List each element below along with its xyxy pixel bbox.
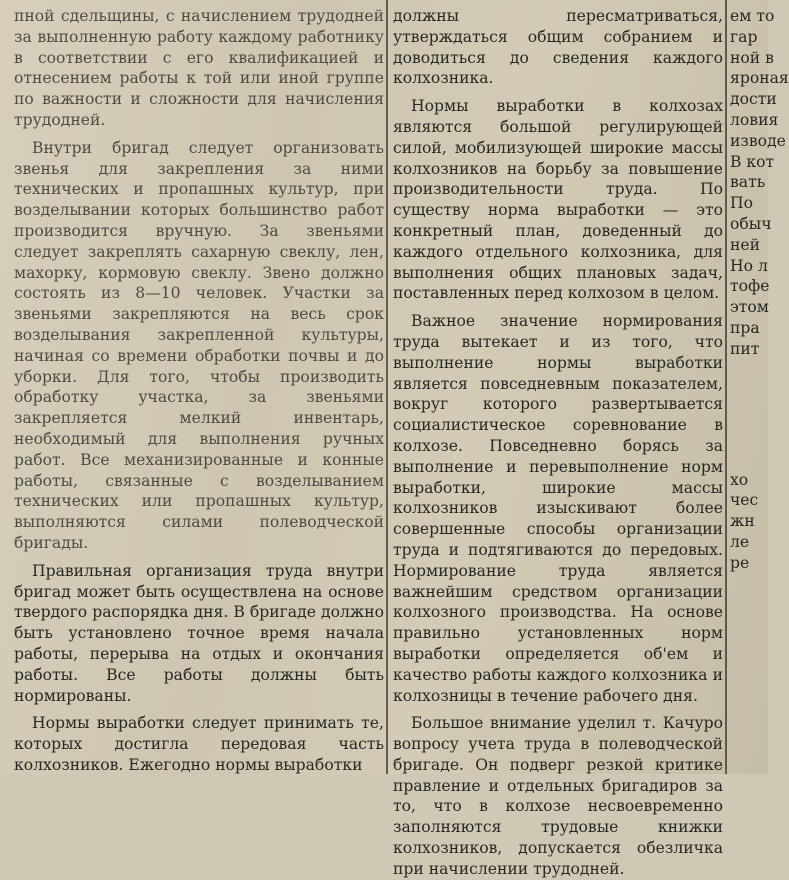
text-fragment: По (730, 194, 753, 213)
text-fragment: тофе (730, 277, 770, 296)
text-fragment: жн (730, 512, 755, 531)
paragraph: Нормы выработки следует принимать те, которых достигла передовая часть колхозников. Ежегодно нормы выработки (14, 714, 384, 774)
paragraph: Большое внимание уделил т. Качуро вопросу учета труда в полеводческой бригаде. Он подверг резкой критике правление и отдельных бригадиров за то, что в колхозе несвоевременно заполняются трудовые книжки колхозников, допускается обезличка при начислении трудодней. (393, 714, 723, 878)
blank-space (730, 360, 770, 470)
column-rule (725, 0, 727, 774)
column-rule (386, 0, 388, 774)
text-fragment: Но л (730, 256, 768, 275)
text-fragment: ной в (730, 48, 774, 67)
text-fragment: ре (730, 553, 750, 572)
paragraph: должны пересматриваться, утверждаться общим собранием и доводиться до сведения каждого колхозника. (393, 7, 723, 88)
text-fragment: ле (730, 532, 750, 551)
text-fragment: ем то (730, 7, 775, 25)
paragraph: Внутри бригад следует организовать звенья для закрепления за ними технических и пропашных культур, при возделывании которых большинство работ производится вручную. За звеньями следует закреплять сахарную свеклу, лен, махорку, кормовую свеклу. Звено должно состоять из 8—10 человек. Участки за звеньями закрепляются на весь срок возделывания закрепленной культуры, начиная со времени обработки почвы и до уборки. Для того, чтобы производить обработку участка, за звеньями закрепляется мелкий инвентарь, необходимый для выполнения ручных работ. Все механизированные и конные работы, связанные с возделыванием технических или пропашных культур, выполняются силами полеводческой бригады. (14, 138, 384, 552)
text-fragment: этом (730, 298, 769, 317)
text-fragment: изводе (730, 131, 786, 150)
text-fragment: яроная (730, 69, 789, 88)
paragraph: Нормы выработки в колхозах являются большой регулирующей силой, мобилизующей широкие массы колхозников на борьбу за повышение производительности труда. По существу норма выработки — это конкретный план, доведенный до каждого отдельного колхозника, для выполнения общих плановых задач, поставленных перед колхозом в целом. (393, 97, 723, 303)
text-fragment: обыч (730, 214, 772, 233)
text-fragment: хо (730, 470, 749, 489)
paragraph: Важное значение нормирования труда вытекает и из того, что выполнение нормы выработки является повседневным показателем, вокруг которого развертывается социалистическое соревнование в колхозе. Повседневно борясь за выполнение и перевыполнение норм выработки, широкие массы колхозников изыскивают более совершенные способы организации труда и подтягиваются до передовых. Нормирование труда является важнейшим средством организации колхозного производства. На основе правильно установленных норм выработки определяется об'ем и качество работы каждого колхозника и колхозницы в течение рабочего дня. (393, 312, 723, 705)
text-fragment: ней (730, 235, 761, 254)
text-fragment: гар (730, 27, 758, 46)
text-fragment: ловия (730, 110, 779, 129)
paragraph: Правильная организация труда внутри бригад может быть осуществлена на основе твердого распорядка дня. В бригаде должно быть установлено точное время начала работы, перерыва на отдых и окончания работы. Все работы должны быть нормированы. (14, 561, 384, 705)
article-column-left (14, 6, 384, 774)
text-fragment: вать (730, 173, 766, 192)
article-column-middle (393, 6, 723, 878)
paragraph: пной сдельщины, с начислением трудодней за выполненную работу каждому работнику в соответствии с его квалификацией и отнесением работы к той или иной группе по важности и сложности для начисления трудодней. (14, 7, 384, 129)
text-fragment: В кот (730, 152, 775, 171)
article-column-right-cut (730, 6, 789, 774)
text-fragment: чес (730, 491, 759, 510)
text-fragment: дости (730, 90, 777, 109)
text-fragment: пит (730, 339, 760, 358)
text-fragment: пра (730, 318, 760, 337)
